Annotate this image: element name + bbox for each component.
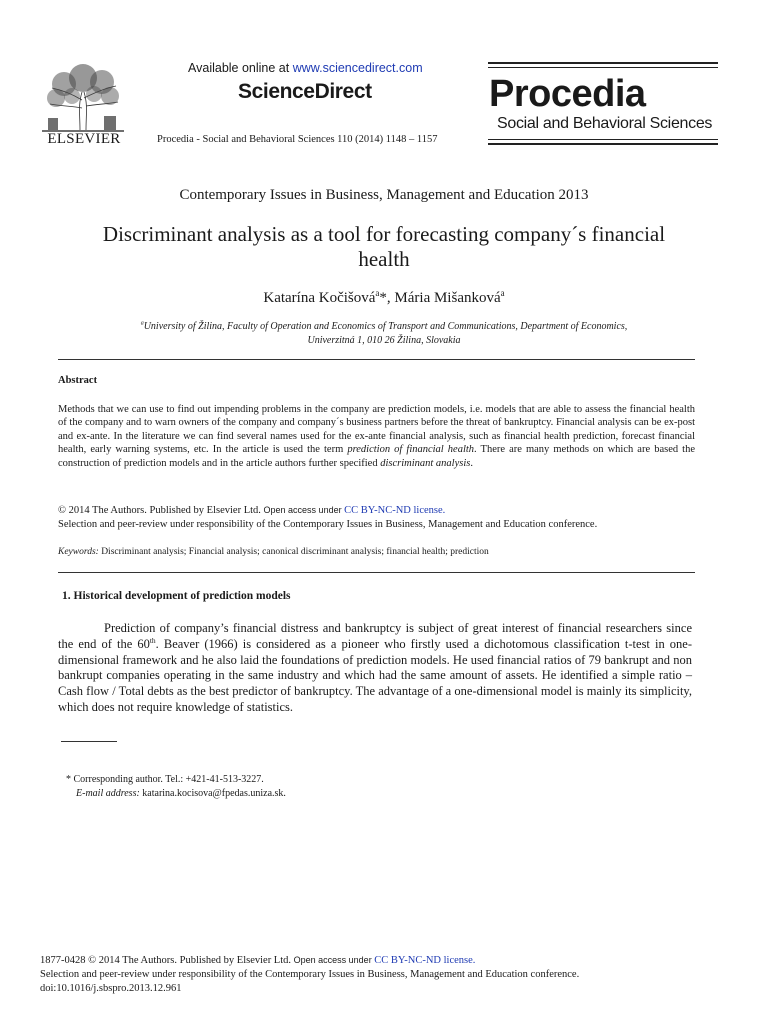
footer-copyright: 1877-0428 © 2014 The Authors. Published by Elsevier Ltd. (40, 955, 294, 966)
peer-review-note: Selection and peer-review under responsibility of the Contemporary Issues in Business, Management and Education conference. (58, 519, 598, 530)
affiliation-mark: a (140, 320, 144, 327)
body-paragraph (58, 621, 692, 716)
footer-peer-review: Selection and peer-review under responsibility of the Contemporary Issues in Business, Management and Education conference. (40, 969, 580, 980)
copyright-line (58, 505, 445, 516)
availability-label: Available online at (188, 61, 293, 75)
ordinal-suffix: th (149, 635, 156, 645)
abstract-emphasis: discriminant analysis (380, 457, 471, 469)
author-name: Mária Mišanková (394, 290, 501, 306)
conference-name: Contemporary Issues in Business, Management and Education 2013 (179, 187, 589, 203)
author-affiliation-mark: a (375, 288, 380, 298)
footnote-divider (61, 741, 117, 742)
paper-title-line: Discriminant analysis as a tool for forecasting company´s financial (102, 222, 666, 246)
body-text-part: Prediction of company’s financial distress and bankruptcy is subject of great interest of financial researchers since the end of the 60 (58, 621, 692, 651)
corresponding-author-note: * Corresponding author. Tel.: +421-41-513-3227. (66, 774, 264, 785)
affiliation-line: Univerzitná 1, 010 26 Žilina, Slovakia (307, 335, 461, 346)
email-address: katarina.kocisova@fpedas.uniza.sk. (139, 788, 286, 799)
divider (488, 62, 718, 64)
abstract-heading: Abstract (58, 375, 98, 386)
sciencedirect-link[interactable]: www.sciencedirect.com (292, 61, 423, 75)
paper-title-line: health (358, 247, 410, 271)
sciencedirect-wordmark: ScienceDirect (238, 80, 372, 103)
abstract-text-part: . There are many methods on which are based the construction of prediction models and in the article authors further specified (58, 444, 695, 469)
keywords (58, 547, 489, 557)
abstract-text (58, 403, 695, 470)
author-name: Katarína Kočišová (263, 290, 376, 306)
availability-line (188, 61, 423, 75)
author-affiliation-mark: a (500, 288, 505, 298)
email-label: E-mail address: (76, 788, 140, 799)
email-note (76, 788, 286, 799)
journal-citation: Procedia - Social and Behavioral Sciences 110 (2014) 1148 – 1157 (157, 134, 438, 145)
divider (488, 143, 718, 145)
journal-title: Procedia (489, 73, 646, 115)
abstract-text-part: Methods that we can use to find out impending problems in the company are prediction models, i.e. models that are able to assess the financial health of the company and to warn owners of the company and company´s business partners before the threat of bankruptcy. Financial analysis can be ex-post and ex-ante. In the literature we can find several names used for the ex-ante financial analysis, such as financial health prediction, forecast financial health, early warning systems, etc. In the article is used the term (58, 404, 695, 456)
body-text-part: . Beaver (1966) is considered as a pioneer who firstly used a dichotomous classification t-test in one-dimensional framework and he also laid the foundations of prediction models. He used financial ratios of 79 bankrupt and non bankrupt companies operating in the same industry and which had the same amount of assets. He identified a simple ratio – Cash flow / Total debts as the best predictor of bankruptcy. The advantage of a one-dimensional model is mainly its simplicity, which does not require knowledge of statistics. (58, 636, 692, 714)
section-heading: 1. Historical development of prediction models (62, 590, 291, 602)
divider (58, 572, 695, 573)
open-access-label: Open access under (263, 505, 345, 515)
divider (488, 67, 718, 68)
author-list (0, 290, 768, 307)
abstract-emphasis: prediction of financial health (347, 444, 475, 456)
publisher-name: ELSEVIER (47, 131, 121, 147)
license-link[interactable]: CC BY-NC-ND license. (374, 955, 476, 966)
divider (488, 139, 718, 140)
keywords-list: Discriminant analysis; Financial analysis; canonical discriminant analysis; financial health; prediction (98, 547, 489, 557)
copyright-text: © 2014 The Authors. Published by Elsevier Ltd. (58, 505, 264, 516)
footer-issn-line (40, 955, 475, 966)
doi: doi:10.1016/j.sbspro.2013.12.961 (40, 983, 182, 994)
journal-subtitle: Social and Behavioral Sciences (497, 115, 713, 132)
author-separator: *, (379, 290, 395, 306)
affiliation (60, 320, 708, 348)
abstract-text-part: . (470, 457, 473, 469)
license-link[interactable]: CC BY-NC-ND license. (344, 505, 446, 516)
divider (58, 359, 695, 360)
affiliation-line (60, 320, 708, 334)
affiliation-text: University of Žilina, Faculty of Operation and Economics of Transport and Communications, Department of Economics, (143, 321, 628, 332)
paper-title (40, 222, 728, 272)
open-access-label: Open access under (293, 955, 375, 965)
keywords-label: Keywords: (58, 547, 99, 557)
